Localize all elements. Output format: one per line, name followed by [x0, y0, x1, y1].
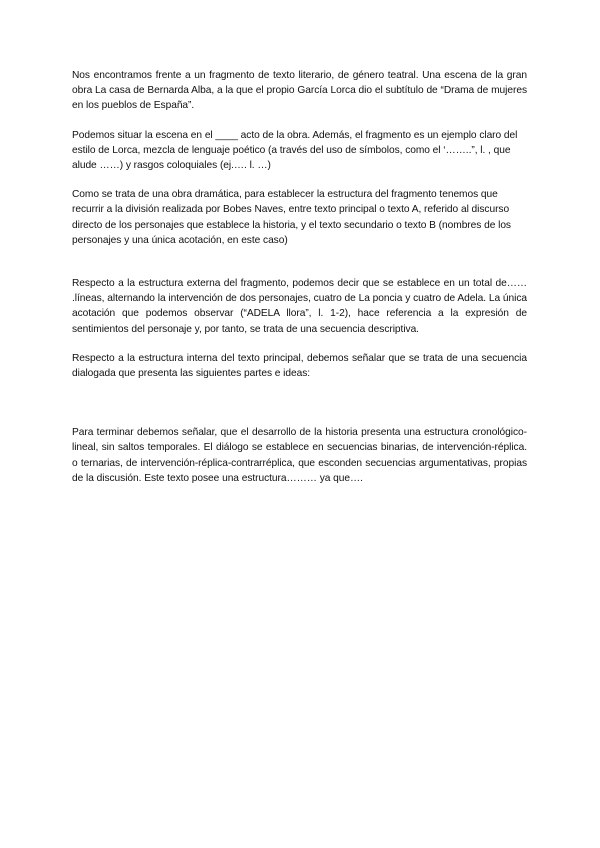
paragraph-structure-method: Como se trata de una obra dramática, para establecer la estructura del fragmento tenemos que recurrir a la división realizada por Bobes Naves, entre texto principal o texto A, referido al discurso directo de los personajes que establece la historia, y el texto secundario o texto B (nombres de los personajes y una única acotación, en este caso) — [72, 189, 511, 246]
paragraph-internal-structure: Respecto a la estructura interna del texto principal, debemos señalar que se trata de una secuencia dialogada que presenta las siguientes partes e ideas: — [72, 352, 527, 380]
paragraph-intro: Nos encontramos frente a un fragmento de texto literario, de género teatral. Una escena de la gran obra La casa de Bernarda Alba, a la que el propio García Lorca dio el subtítulo de “Drama de mujeres en los pueblos de España”. — [72, 70, 527, 112]
document-page — [72, 68, 527, 486]
paragraph-external-structure: Respecto a la estructura externa del fragmento, podemos decir que se establece en un total de…… .líneas, alternando la intervención de dos personajes, cuatro de La poncia y cuatro de Adela. La única acotación que podemos observar (“ADELA llora”, l. 1-2), hace referencia a la expresión de sentimientos del personaje y, por tanto, se trata de una secuencia descriptiva. — [72, 278, 527, 335]
paragraph-situation: Podemos situar la escena en el ____ acto de la obra. Además, el fragmento es un ejemplo claro del estilo de Lorca, mezcla de lenguaje poético (a través del uso de símbolos, como el ‘……..”, l. , que alude ……) y rasgos coloquiales (ej.…. l. …) — [72, 129, 518, 172]
paragraph-conclusion: Para terminar debemos señalar, que el desarrollo de la historia presenta una estructura cronológico-lineal, sin saltos temporales. El diálogo se establece en secuencias binarias, de intervención-réplica. o ternarias, de intervención-réplica-contrarréplica, que esconden secuencias argumentativas, propias de la discusión. Este texto posee una estructura……… ya que…. — [72, 427, 527, 484]
